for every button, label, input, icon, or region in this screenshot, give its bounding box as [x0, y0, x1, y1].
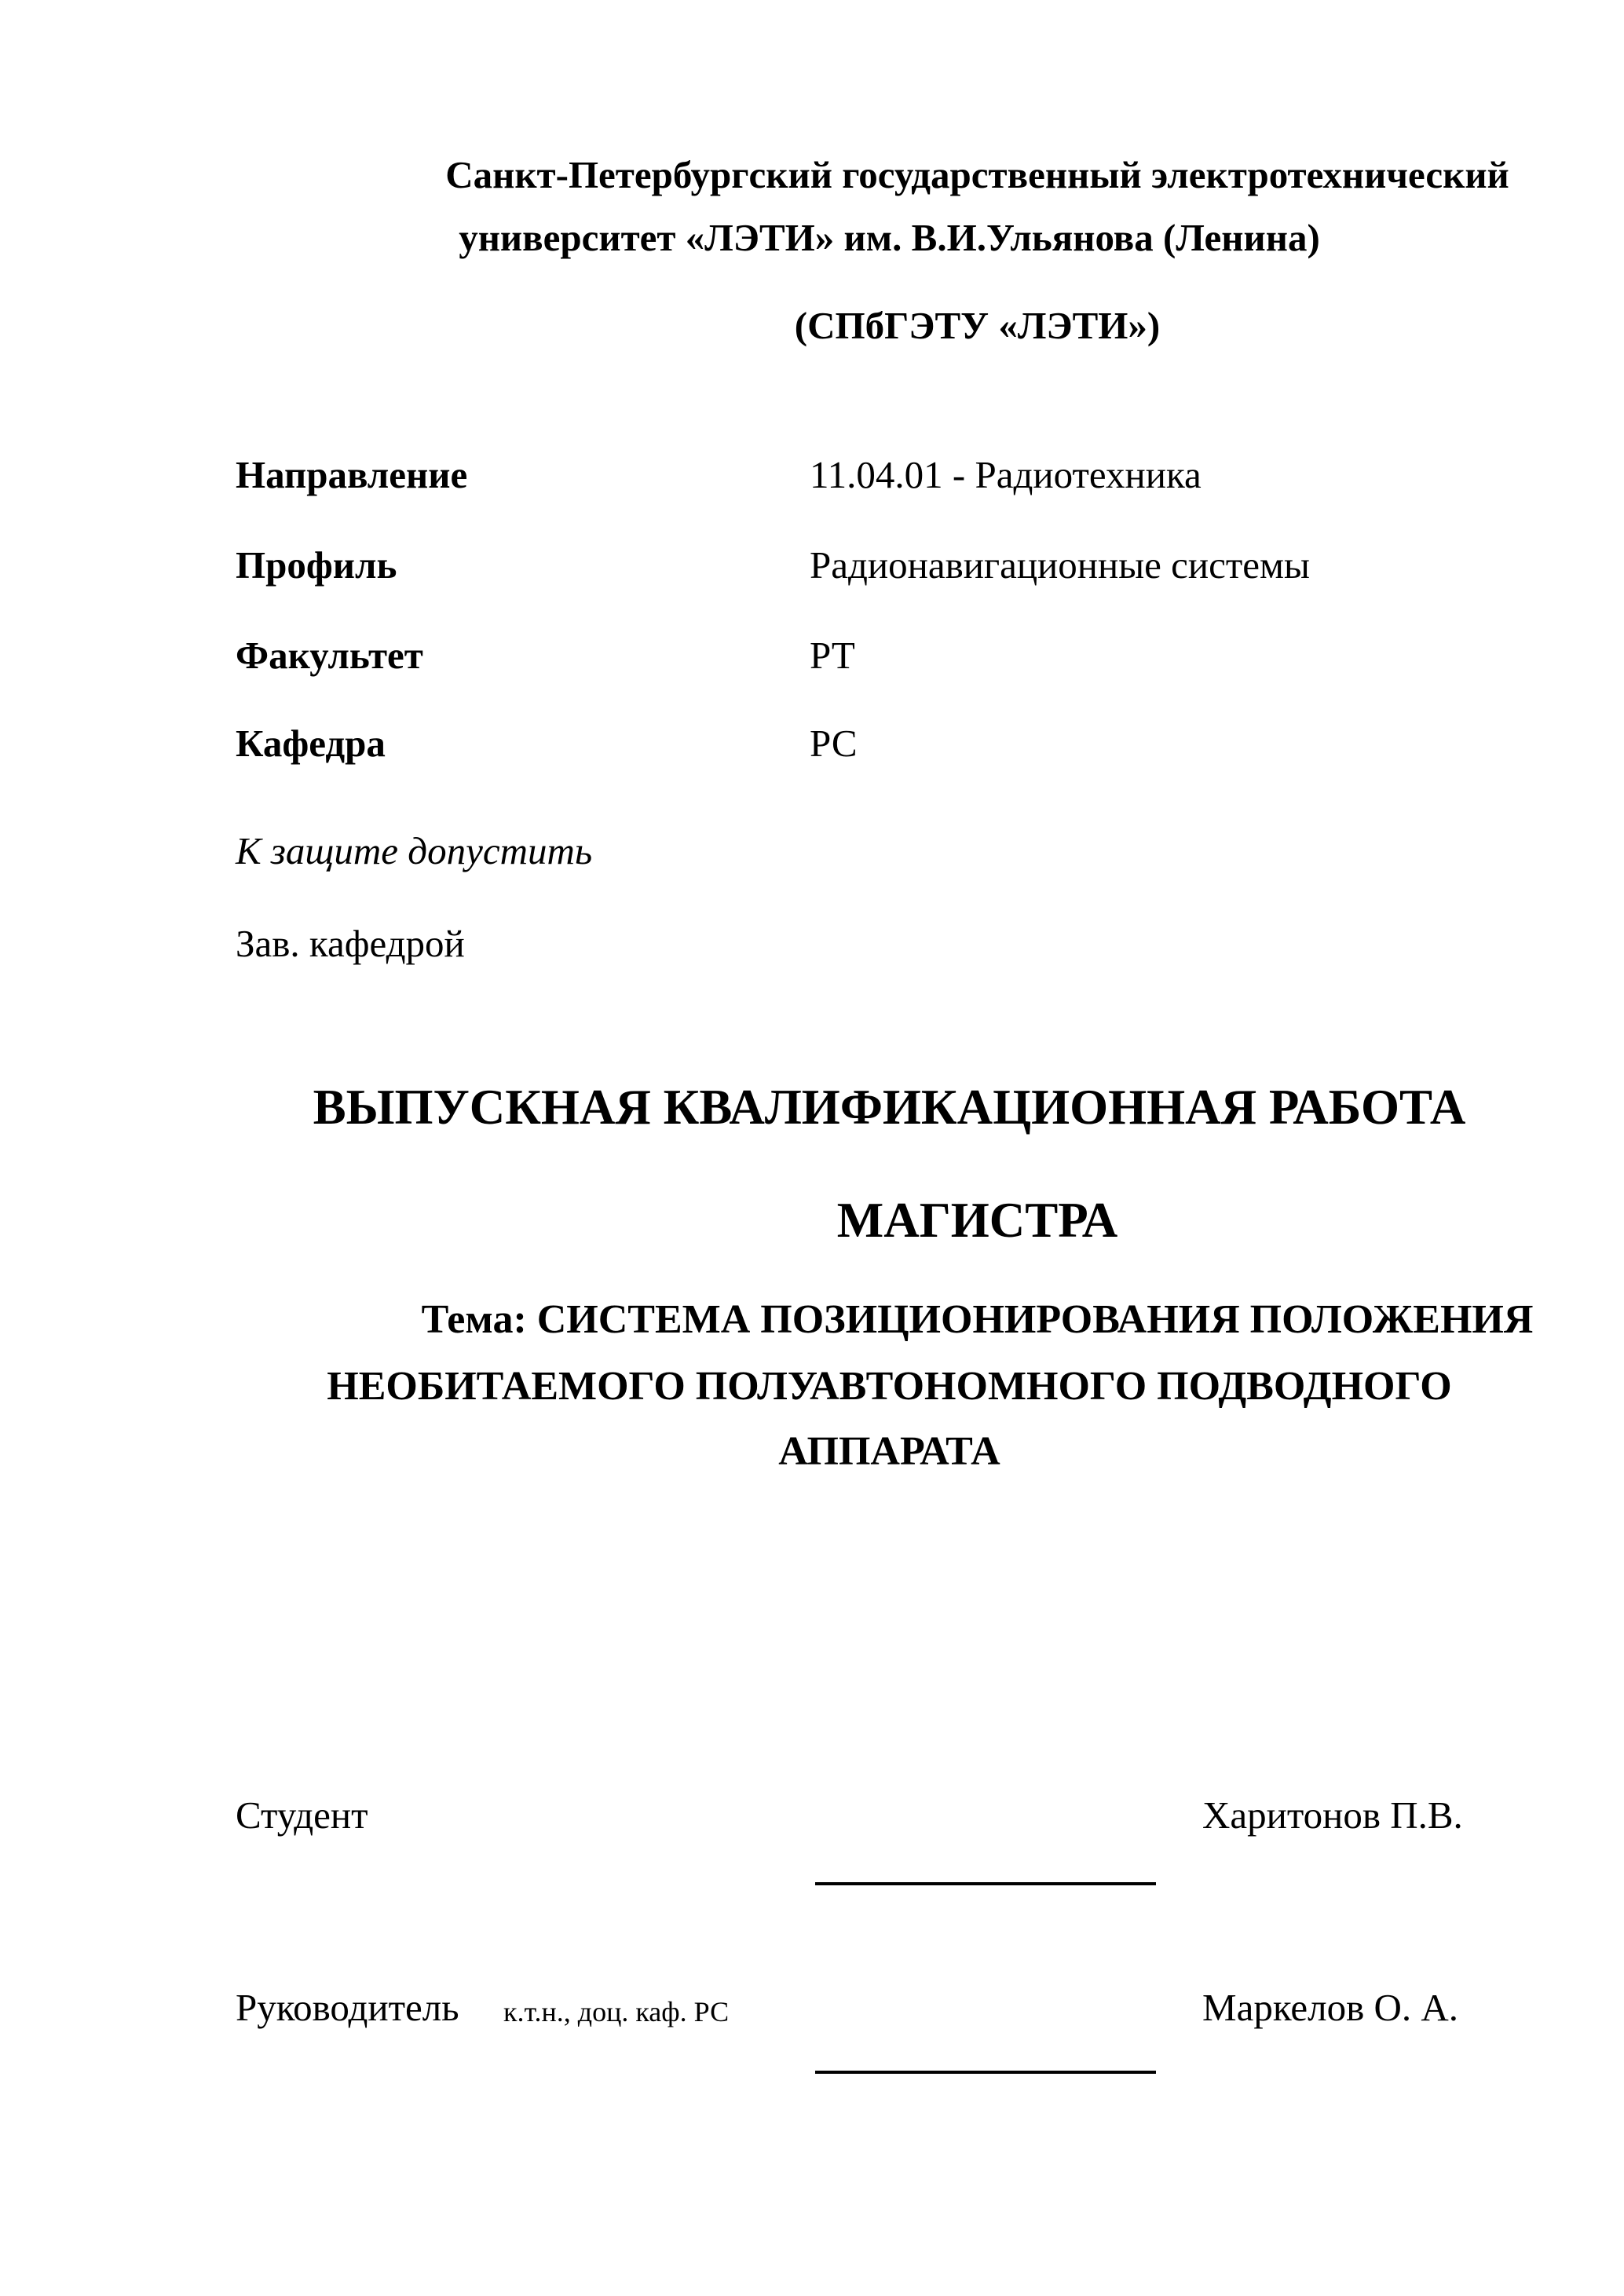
field-value-department: РС: [810, 722, 858, 765]
student-signature-line: [815, 1882, 1156, 1885]
field-value-direction: 11.04.01 - Радиотехника: [810, 453, 1202, 496]
supervisor-signature-line: [815, 2071, 1156, 2074]
field-label-faculty: Факультет: [236, 634, 423, 677]
university-name-line2: университет «ЛЭТИ» им. В.И.Ульянова (Ленина): [459, 216, 1320, 259]
head-of-department-label: Зав. кафедрой: [236, 922, 465, 965]
supervisor-name: Маркелов О. А.: [1202, 1986, 1459, 2029]
supervisor-credentials: к.т.н., доц. каф. РС: [503, 1996, 730, 2027]
field-label-profile: Профиль: [236, 543, 397, 587]
university-abbreviation: (СПбГЭТУ «ЛЭТИ»): [794, 304, 1161, 347]
admission-permission-line: К защите допустить: [236, 829, 593, 872]
student-label: Студент: [236, 1793, 368, 1837]
supervisor-label: Руководитель: [236, 1986, 459, 2029]
student-name: Харитонов П.В.: [1202, 1793, 1463, 1837]
university-name-line1: Санкт-Петербургский государственный электротехнический: [445, 153, 1509, 196]
theme-line1: Тема: СИСТЕМА ПОЗИЦИОНИРОВАНИЯ ПОЛОЖЕНИЯ: [421, 1297, 1534, 1342]
work-title-line1: ВЫПУСКНАЯ КВАЛИФИКАЦИОННАЯ РАБОТА: [313, 1080, 1466, 1135]
theme-line2: НЕОБИТАЕМОГО ПОЛУАВТОНОМНОГО ПОДВОДНОГО: [327, 1364, 1452, 1409]
work-title-line2: МАГИСТРА: [836, 1193, 1118, 1248]
field-label-direction: Направление: [236, 453, 468, 496]
field-label-department: Кафедра: [236, 722, 386, 765]
theme-line3: АППАРАТА: [778, 1429, 1000, 1474]
field-value-profile: Радионавигационные системы: [810, 543, 1310, 587]
field-value-faculty: РТ: [810, 634, 855, 677]
